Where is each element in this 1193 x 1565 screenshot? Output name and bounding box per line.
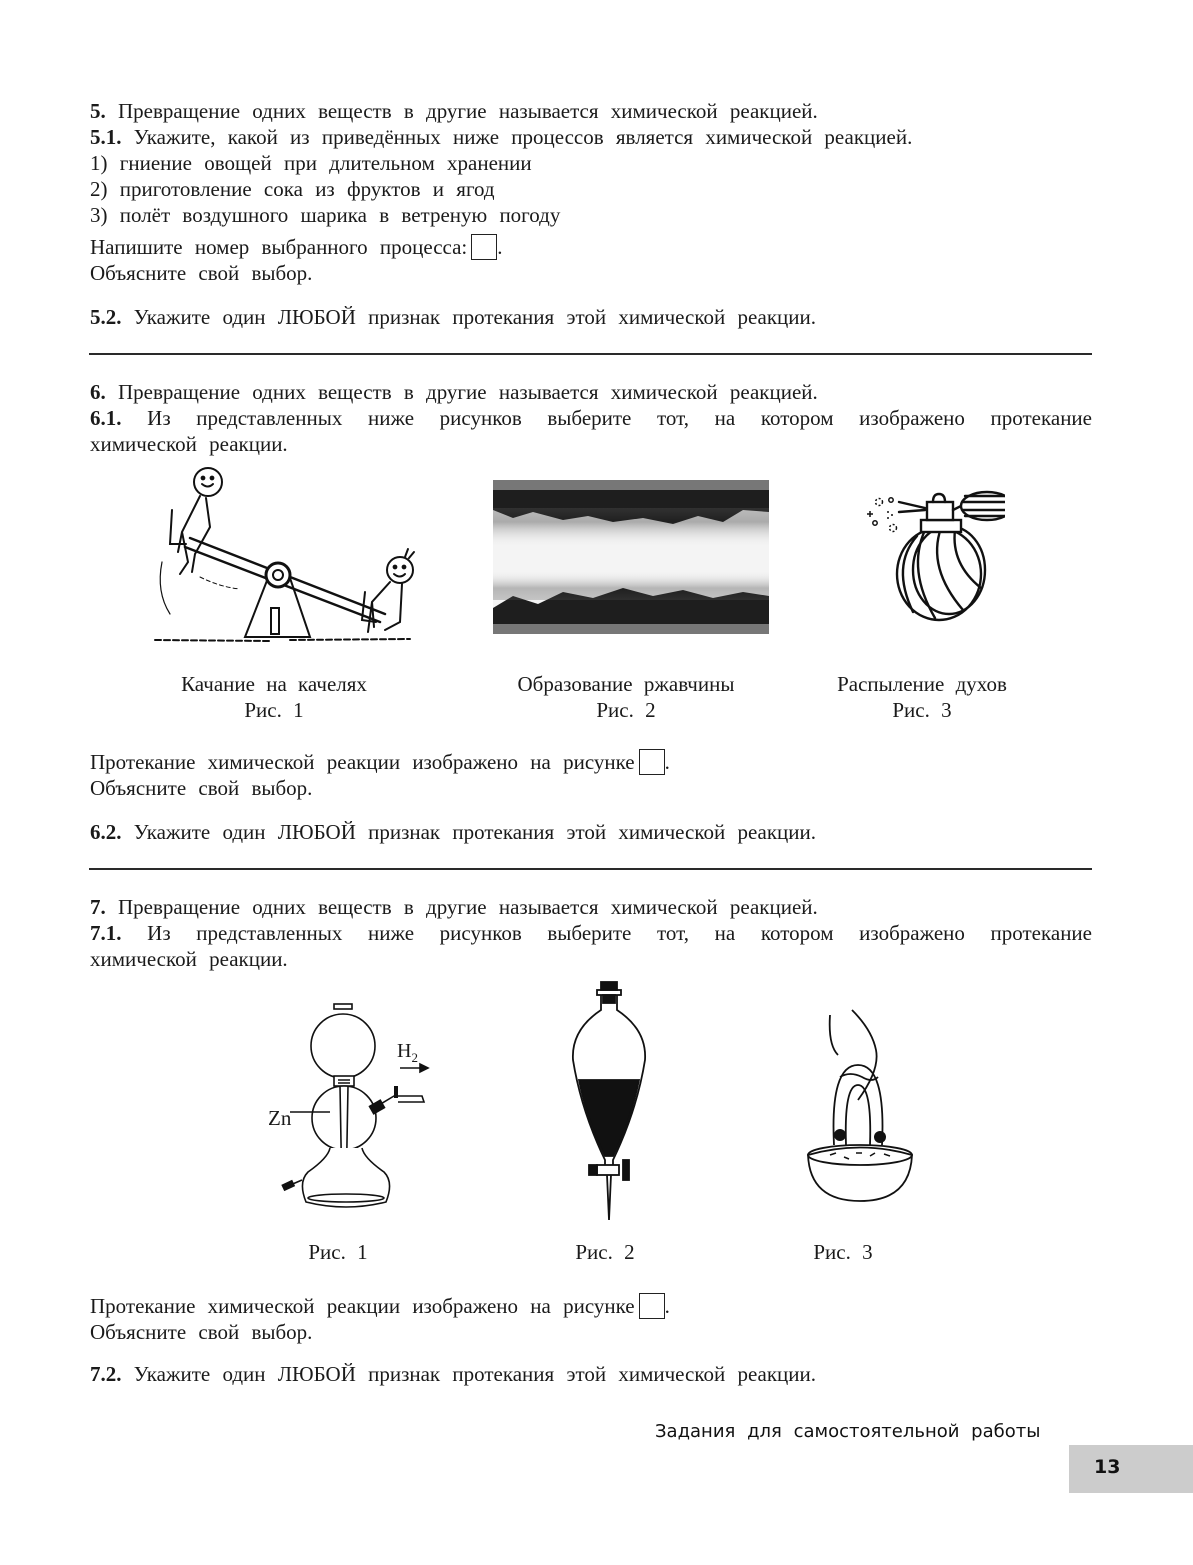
- task7-answer-box[interactable]: [639, 1293, 665, 1319]
- task7-1-text: Из представленных ниже рисунков выберите тот, на котором изображено протекание: [147, 921, 1092, 945]
- task5-2-number: 5.2.: [90, 305, 122, 329]
- task5-option-2: 2) приготовление сока из фруктов и ягод: [90, 177, 495, 201]
- task7-fig2-label: Рис. 2: [575, 1240, 635, 1264]
- task6-explain: Объясните свой выбор.: [90, 776, 313, 800]
- task6-2-number: 6.2.: [90, 820, 122, 844]
- separatory-funnel-illustration: [565, 980, 655, 1225]
- task6-intro: [90, 379, 818, 405]
- task5-1-number: 5.1.: [90, 125, 122, 149]
- task7-1-question: [90, 920, 1092, 946]
- perfume-spray-illustration: [855, 490, 1005, 640]
- task6-fig1-label: Рис. 1: [244, 698, 304, 722]
- task6-fig1-title: Качание на качелях: [181, 672, 367, 696]
- task6-2-text: Укажите один ЛЮБОЙ признак протекания этой химической реакции.: [133, 820, 817, 844]
- task7-2-number: 7.2.: [90, 1362, 122, 1386]
- task5-answer-row: Напишите номер выбранного процесса: .: [90, 235, 503, 259]
- task6-number: 6.: [90, 380, 106, 404]
- task6-fig3-label: Рис. 3: [892, 698, 952, 722]
- task7-intro-text: Превращение одних веществ в другие называется химической реакцией.: [118, 895, 818, 919]
- task7-1-number: 7.1.: [90, 921, 122, 945]
- task7-fig3-label: Рис. 3: [813, 1240, 873, 1264]
- answer-line-5: [89, 353, 1092, 355]
- task7-number: 7.: [90, 895, 106, 919]
- task6-fig3-title: Распыление духов: [837, 672, 1007, 696]
- footer-section-title: Задания для самостоятельной работы: [655, 1421, 1041, 1442]
- task6-answer-row: Протекание химической реакции изображено на рисунке .: [90, 750, 670, 774]
- task5-1-question: [90, 124, 912, 150]
- task7-answer-prompt: Протекание химической реакции изображено на рисунке: [90, 1294, 635, 1318]
- page-number-box: [1069, 1445, 1193, 1493]
- task6-1-number: 6.1.: [90, 406, 122, 430]
- seesaw-illustration: [150, 462, 440, 652]
- task5-intro: [90, 98, 818, 124]
- task7-explain: Объясните свой выбор.: [90, 1320, 313, 1344]
- zn-label: Zn: [268, 1106, 292, 1130]
- task5-option-3: 3) полёт воздушного шарика в ветреную погоду: [90, 203, 561, 227]
- task6-2-question: [90, 819, 816, 845]
- task5-answer-box[interactable]: [471, 234, 497, 260]
- task5-option-1: 1) гниение овощей при длительном хранении: [90, 151, 532, 175]
- task7-fig1-label: Рис. 1: [308, 1240, 368, 1264]
- h2-gas-symbol: H: [397, 1040, 412, 1062]
- h2-label: [397, 1040, 418, 1066]
- task5-explain: Объясните свой выбор.: [90, 261, 313, 285]
- task6-answer-prompt: Протекание химической реакции изображено на рисунке: [90, 750, 635, 774]
- task7-answer-row: Протекание химической реакции изображено на рисунке .: [90, 1294, 670, 1318]
- page-number: 13: [1094, 1456, 1121, 1478]
- task5-intro-text: Превращение одних веществ в другие называется химической реакцией.: [118, 99, 818, 123]
- task6-1-text: Из представленных ниже рисунков выберите тот, на котором изображено протекание: [147, 406, 1092, 430]
- rust-photo: [493, 480, 769, 634]
- task6-1-question: [90, 405, 1092, 431]
- magnet-iron-filings-illustration: [800, 1005, 920, 1205]
- answer-line-6: [89, 868, 1092, 870]
- task6-1-text-cont: химической реакции.: [90, 432, 288, 456]
- task6-answer-box[interactable]: [639, 749, 665, 775]
- h2-subscript: 2: [411, 1050, 418, 1065]
- task7-2-question: [90, 1361, 816, 1387]
- task6-fig2-label: Рис. 2: [596, 698, 656, 722]
- task6-fig2-title: Образование ржавчины: [517, 672, 735, 696]
- task6-intro-text: Превращение одних веществ в другие называется химической реакцией.: [118, 380, 818, 404]
- task5-2-text: Укажите один ЛЮБОЙ признак протекания этой химической реакции.: [133, 305, 817, 329]
- task7-intro: [90, 894, 818, 920]
- task7-2-text: Укажите один ЛЮБОЙ признак протекания этой химической реакции.: [133, 1362, 817, 1386]
- task5-number: 5.: [90, 99, 106, 123]
- task5-2-question: [90, 304, 816, 330]
- task5-answer-prompt: Напишите номер выбранного процесса:: [90, 235, 468, 259]
- task7-1-text-cont: химической реакции.: [90, 947, 288, 971]
- task5-1-text: Укажите, какой из приведённых ниже процессов является химической реакцией.: [133, 125, 913, 149]
